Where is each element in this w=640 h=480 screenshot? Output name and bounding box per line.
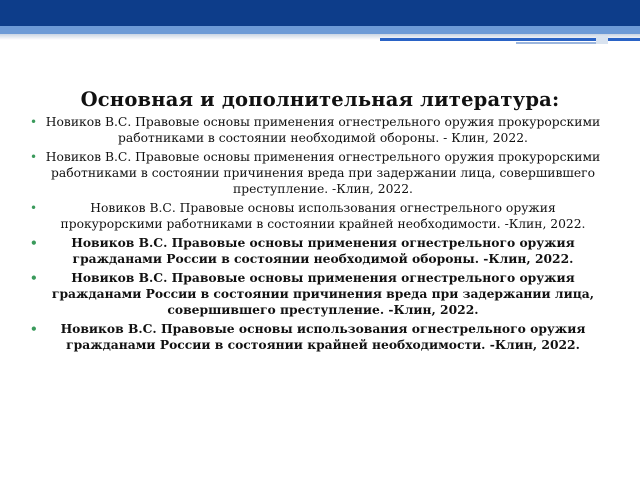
list-item-text: Новиков В.С. Правовые основы применения огнестрельного оружия прокурорскими работниками в состоянии необходимой обороны. - Клин, 2022. (45, 115, 601, 145)
header-band (0, 0, 640, 26)
list-item (30, 235, 602, 267)
list-item-text: Новиков В.С. Правовые основы применения огнестрельного оружия гражданами России в состоянии причинения вреда при задержании лица, совершившего преступление. -Клин, 2022. (51, 270, 595, 317)
bullet-icon: • (30, 322, 38, 336)
list-item-text: Новиков В.С. Правовые основы применения огнестрельного оружия прокурорскими работниками в состоянии причинения вреда при задержании лица, совершившего преступление. -Клин, 2022. (45, 150, 601, 196)
list-item-text: Новиков В.С. Правовые основы применения огнестрельного оружия гражданами России в состоянии необходимой обороны. -Клин, 2022. (71, 235, 575, 266)
bullet-icon: • (30, 271, 38, 285)
list-item-text: Новиков В.С. Правовые основы использования огнестрельного оружия прокурорскими работниками в состоянии крайней необходимости. -Клин, 2022. (60, 201, 586, 231)
bullet-icon: • (30, 115, 38, 129)
list-item (30, 200, 602, 232)
header-band-light (0, 26, 640, 34)
bullet-icon: • (30, 150, 38, 164)
list-item-text: Новиков В.С. Правовые основы использования огнестрельного оружия гражданами России в состоянии крайней необходимости. -Клин, 2022. (60, 321, 586, 352)
accent-box (596, 36, 608, 44)
list-item (30, 321, 602, 353)
bullet-icon: • (30, 236, 38, 250)
bullet-icon: • (30, 201, 38, 215)
list-item (30, 149, 602, 197)
list-item (30, 114, 602, 146)
accent-line-small (516, 42, 596, 44)
literature-list (30, 114, 602, 356)
slide-title: Основная и дополнительная литература: (80, 88, 560, 111)
list-item (30, 270, 602, 318)
